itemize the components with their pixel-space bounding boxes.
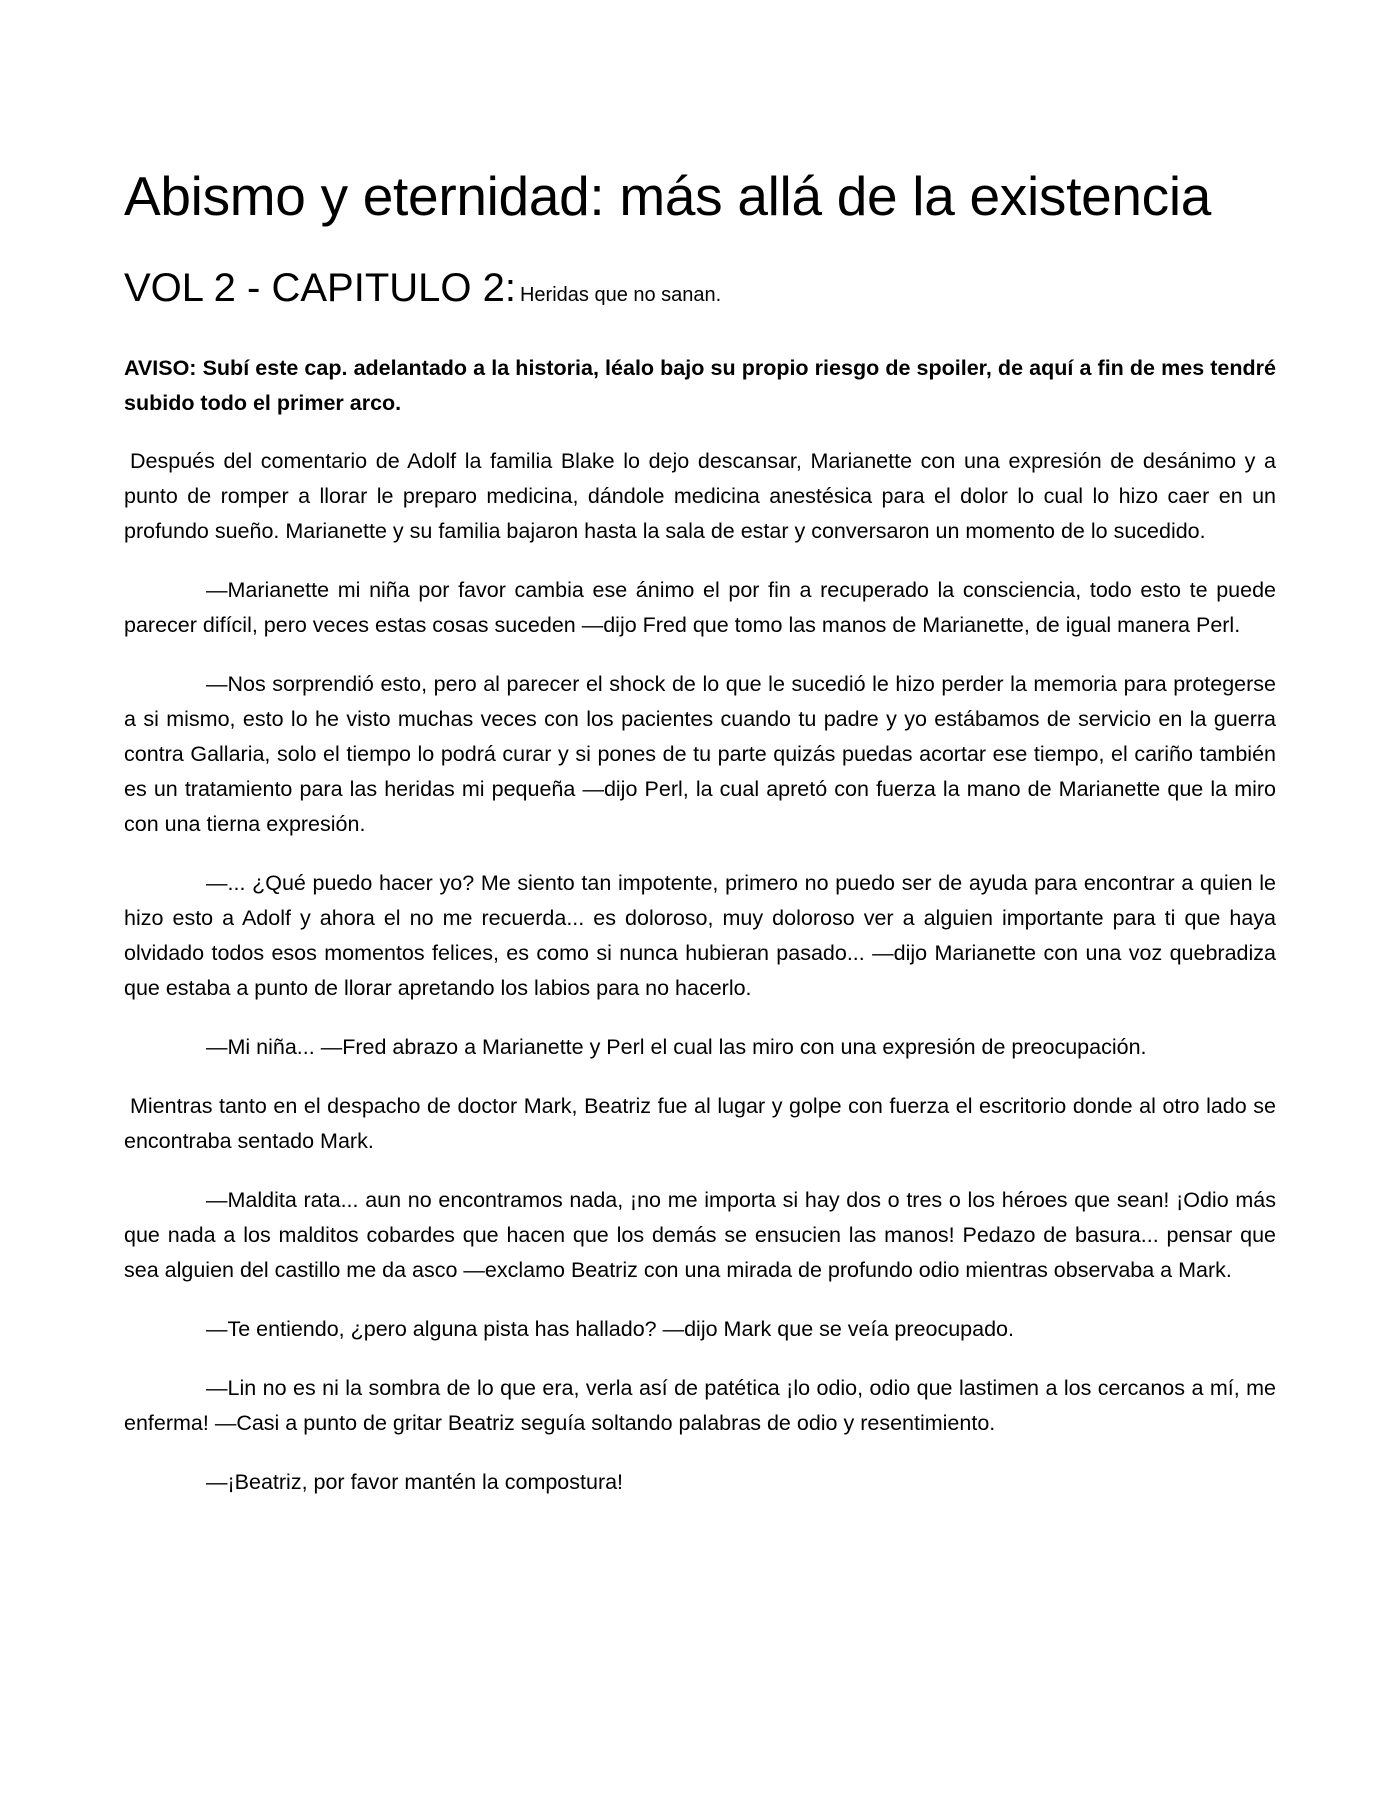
paragraph: Después del comentario de Adolf la familia Blake lo dejo descansar, Marianette con una expresión de desánimo y a punto de romper a llorar le preparo medicina, dándole medicina anestésica para el dolor lo cual lo hizo caer en un profundo sueño. Marianette y su familia bajaron hasta la sala de estar y conversaron un momento de lo sucedido. (124, 449, 1276, 543)
chapter-label: VOL 2 - CAPITULO 2: (124, 266, 516, 310)
paragraph: —... ¿Qué puedo hacer yo? Me siento tan impotente, primero no puedo ser de ayuda para encontrar a quien le hizo esto a Adolf y ahora el no me recuerda... es doloroso, muy doloroso ver a alguien importante para ti que haya olvidado todos esos momentos felices, es como si nunca hubieran pasado... —dijo Marianette con una voz quebradiza que estaba a punto de llorar apretando los labios para no hacerlo. (124, 871, 1276, 1000)
paragraph: Mientras tanto en el despacho de doctor Mark, Beatriz fue al lugar y golpe con fuerza el escritorio donde al otro lado se encontraba sentado Mark. (124, 1094, 1276, 1153)
paragraph: —¡Beatriz, por favor mantén la compostura! (206, 1470, 624, 1494)
paragraph: —Nos sorprendió esto, pero al parecer el shock de lo que le sucedió le hizo perder la memoria para protegerse a si mismo, esto lo he visto muchas veces con los pacientes cuando tu padre y yo estábamos de servicio en la guerra contra Gallaria, solo el tiempo lo podrá curar y si pones de tu parte quizás puedas acortar ese tiempo, el cariño también es un tratamiento para las heridas mi pequeña —dijo Perl, la cual apretó con fuerza la mano de Marianette que la miro con una tierna expresión. (124, 672, 1276, 836)
paragraph: —Te entiendo, ¿pero alguna pista has hallado? —dijo Mark que se veía preocupado. (206, 1317, 1014, 1341)
paragraph: —Lin no es ni la sombra de lo que era, verla así de patética ¡lo odio, odio que lastimen a los cercanos a mí, me enferma! —Casi a punto de gritar Beatriz seguía soltando palabras de odio y resentimiento. (124, 1376, 1276, 1435)
document-page (124, 160, 1276, 1500)
document-title: Abismo y eternidad: más allá de la existencia (124, 165, 1212, 227)
paragraph: —Marianette mi niña por favor cambia ese ánimo el por fin a recuperado la consciencia, todo esto te puede parecer difícil, pero veces estas cosas suceden —dijo Fred que tomo las manos de Marianette, de igual manera Perl. (124, 578, 1276, 637)
chapter-subtitle: Heridas que no sanan. (519, 284, 722, 306)
paragraph: —Mi niña... —Fred abrazo a Marianette y Perl el cual las miro con una expresión de preocupación. (206, 1035, 1147, 1059)
paragraph: —Maldita rata... aun no encontramos nada, ¡no me importa si hay dos o tres o los héroes que sean! ¡Odio más que nada a los malditos cobardes que hacen que los demás se ensucien las manos! Pedazo de basura... pensar que sea alguien del castillo me da asco —exclamo Beatriz con una mirada de profundo odio mientras observaba a Mark. (124, 1188, 1276, 1282)
chapter-heading (124, 260, 1276, 325)
spoiler-notice: AVISO: Subí este cap. adelantado a la historia, léalo bajo su propio riesgo de spoiler, de aquí a fin de mes tendré subido todo el primer arco. (124, 356, 1276, 415)
